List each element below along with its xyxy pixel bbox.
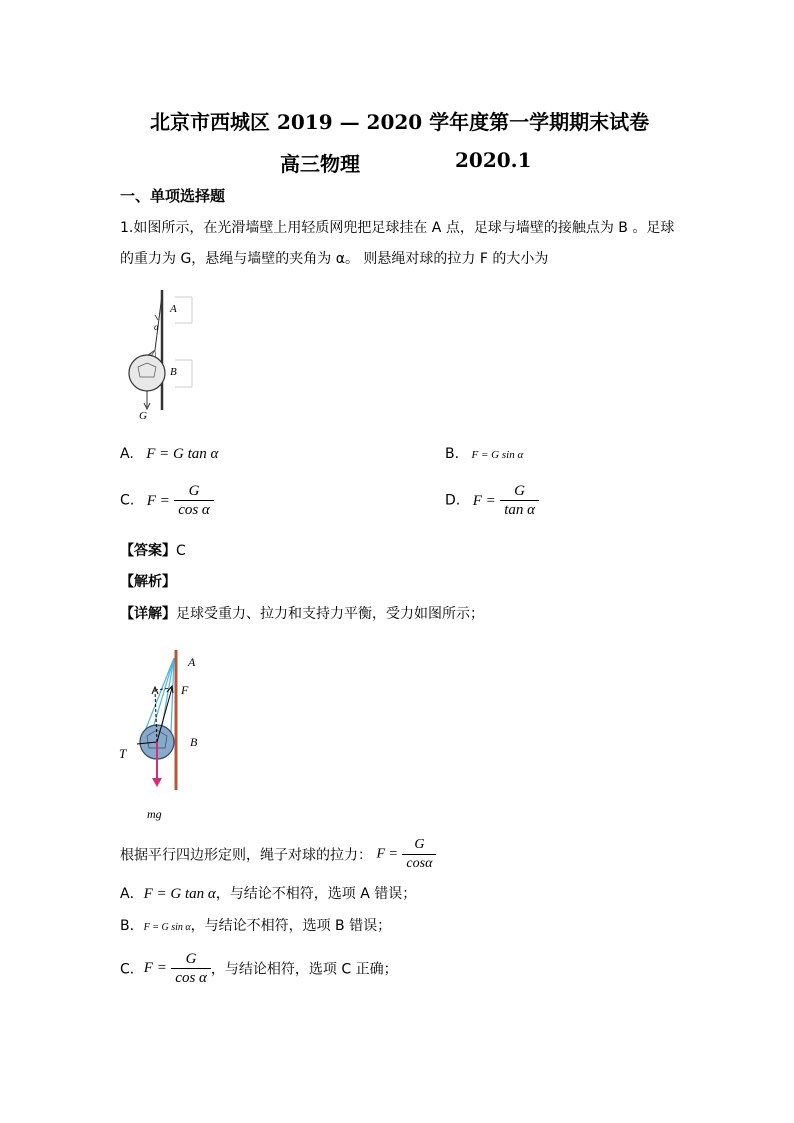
answer-value: C: [176, 543, 186, 559]
force-diagram: [115, 640, 225, 825]
label-mg: mg: [147, 807, 162, 821]
review-b-text: ，与结论不相符，选项 B 错误；: [190, 918, 392, 934]
option-c-lhs: F =: [146, 492, 170, 509]
option-a-letter: A.: [120, 446, 134, 462]
question-figure: [120, 285, 210, 425]
review-c-denominator: cos α: [175, 970, 207, 986]
conclusion-lhs: F =: [376, 846, 398, 862]
option-d[interactable]: [445, 482, 539, 519]
option-a-formula: F = G tan α: [146, 446, 219, 462]
question-text-line2: 的重力为 G，悬绳与墙壁的夹角为 α。 则悬绳对球的拉力 F 的大小为: [120, 251, 549, 267]
label-b: B: [190, 735, 198, 749]
detail-label: 【详解】: [120, 606, 176, 622]
gravity-arrowhead: [152, 778, 162, 787]
option-c-denominator: cos α: [178, 502, 210, 518]
detail-line: [120, 603, 484, 623]
exam-date: 2020.1: [455, 148, 532, 172]
conclusion-line: [120, 836, 436, 873]
analysis-label: 【解析】: [120, 574, 176, 590]
section-heading: 一、单项选择题: [120, 187, 226, 205]
review-c-text: ，与结论相符，选项 C 正确；: [210, 961, 398, 978]
option-d-letter: D.: [445, 492, 461, 509]
review-b-letter: B．: [120, 918, 144, 934]
review-c-numerator: G: [171, 950, 211, 969]
label-t: T: [119, 746, 127, 761]
conclusion-fraction: [402, 836, 436, 873]
review-a-letter: A．: [120, 886, 144, 902]
question-text-line1: 1.如图所示，在光滑墙壁上用轻质网兜把足球挂在 A 点，足球与墙壁的接触点为 B 。足球: [120, 220, 675, 236]
option-b[interactable]: [445, 446, 523, 462]
label-alpha: α: [154, 322, 159, 332]
conclusion-text: 根据平行四边形定则，绳子对球的拉力：: [120, 847, 372, 864]
label-g: G: [139, 410, 147, 422]
angle-mark: [155, 315, 158, 320]
option-c-fraction: [174, 482, 214, 519]
label-b: B: [170, 366, 177, 378]
review-a: [120, 883, 416, 903]
option-c-numerator: G: [174, 482, 214, 501]
option-d-fraction: [500, 482, 539, 519]
option-a[interactable]: [120, 446, 218, 463]
option-c-letter: C.: [120, 492, 135, 509]
review-a-formula: F = G tan α: [143, 886, 216, 902]
review-a-text: ，与结论不相符，选项 A 错误；: [215, 886, 417, 902]
conclusion-numerator: G: [402, 836, 436, 855]
review-b: [120, 915, 391, 935]
review-b-formula: F = G sin α: [143, 922, 191, 933]
detail-text: 足球受重力、拉力和支持力平衡，受力如图所示；: [176, 606, 484, 622]
page-title: 北京市西城区 2019 — 2020 学年度第一学期期末试卷: [150, 110, 650, 134]
option-d-lhs: F =: [472, 492, 496, 509]
conclusion-denominator: cosα: [406, 856, 433, 871]
option-b-formula: F = G sin α: [471, 449, 524, 461]
review-c: [120, 950, 398, 987]
option-b-letter: B.: [445, 446, 460, 462]
football-ball: [129, 355, 165, 391]
label-a: A: [188, 655, 196, 669]
label-f: F: [181, 683, 189, 697]
option-d-numerator: G: [500, 482, 539, 501]
label-a: A: [170, 303, 177, 315]
review-c-lhs: F =: [143, 960, 167, 976]
answer-label: 【答案】: [120, 543, 176, 559]
option-d-denominator: tan α: [504, 502, 535, 518]
answer-line: [120, 540, 186, 560]
subject-title: 高三物理: [280, 152, 360, 176]
option-c[interactable]: [120, 482, 214, 519]
review-c-letter: C．: [120, 961, 144, 978]
review-c-fraction: [171, 950, 211, 987]
